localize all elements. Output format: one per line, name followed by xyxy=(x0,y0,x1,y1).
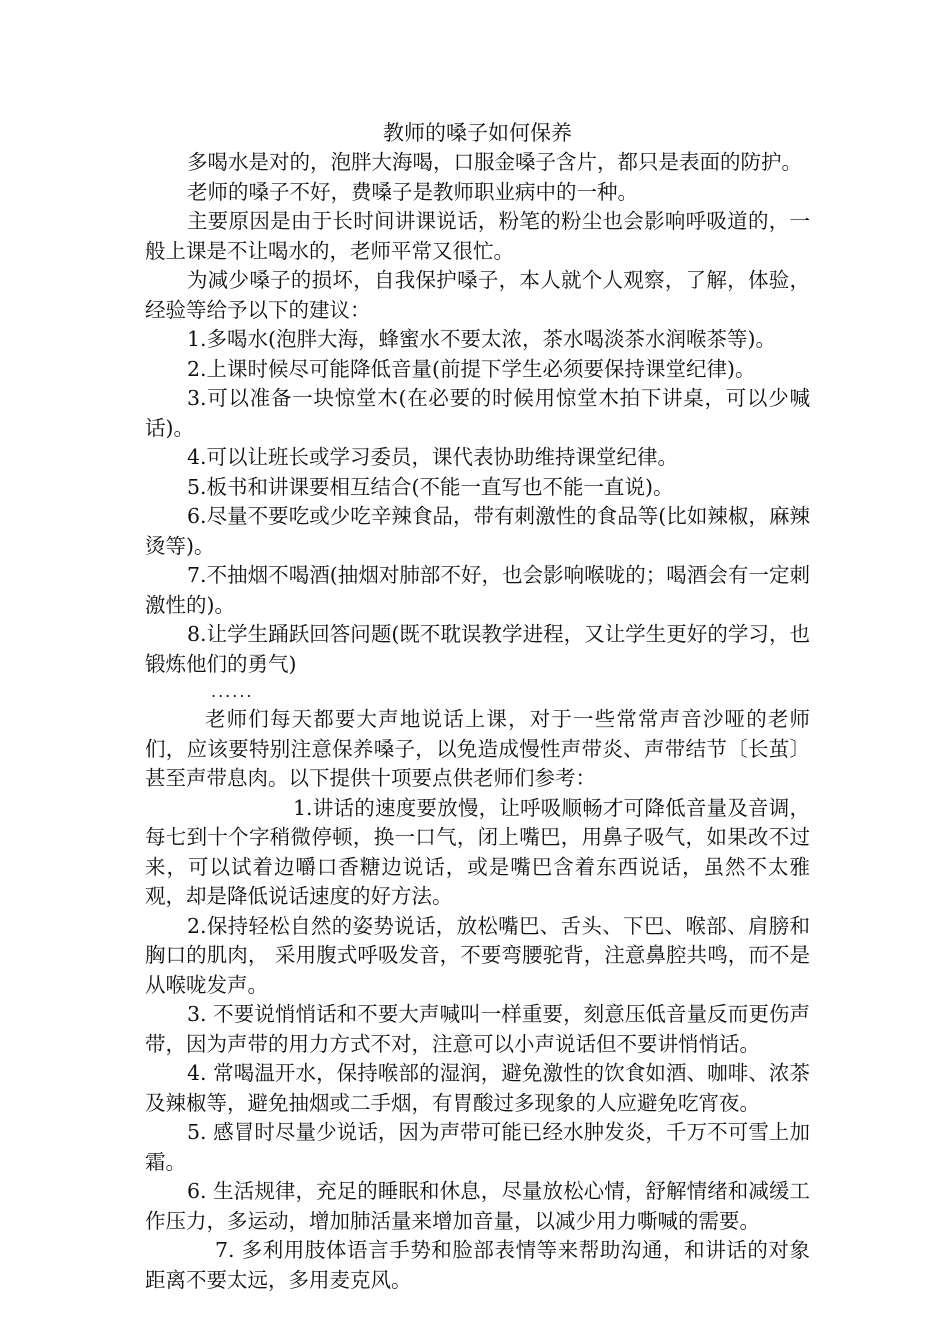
section2-intro: 老师们每天都要大声地说话上课，对于一些常常声音沙哑的老师们，应该要特别注意保养嗓子，以免造成慢性声带炎、声带结节〔长茧〕甚至声带息肉。以下提供十项要点供老师们参考： xyxy=(145,707,810,790)
tip-item: 3. 不要说悄悄话和不要大声喊叫一样重要，刻意压低音量反而更伤声带，因为声带的用力方式不对，注意可以小声说话但不要讲悄悄话。 xyxy=(145,1002,810,1056)
suggestion-item: 6.尽量不要吃或少吃辛辣食品，带有刺激性的食品等(比如辣椒，麻辣烫等)。 xyxy=(145,504,810,558)
suggestion-item: 4.可以让班长或学习委员，课代表协助维持课堂纪律。 xyxy=(187,445,679,469)
tip-item: 5. 感冒时尽量少说话，因为声带可能已经水肿发炎，千万不可雪上加霜。 xyxy=(145,1120,810,1174)
intro-paragraph: 多喝水是对的，泡胖大海喝，口服金嗓子含片，都只是表面的防护。 xyxy=(187,150,802,174)
intro-paragraph: 为减少嗓子的损坏，自我保护嗓子，本人就个人观察，了解，体验，经验等给予以下的建议： xyxy=(145,268,810,322)
suggestion-item: 3.可以准备一块惊堂木(在必要的时候用惊堂木拍下讲桌，可以少喊话)。 xyxy=(145,386,810,440)
tip-item: 1.讲话的速度要放慢，让呼吸顺畅才可降低音量及音调，每七到十个字稍微停顿，换一口气，闭上嘴巴，用鼻子吸气，如果改不过来，可以试着边嚼口香糖边说话，或是嘴巴含着东西说话，虽然不太雅观，却是降低说话速度的好方法。 xyxy=(145,795,810,908)
suggestion-item: 1.多喝水(泡胖大海，蜂蜜水不要太浓，茶水喝淡茶水润喉茶等)。 xyxy=(187,327,777,351)
tip-item: 2.保持轻松自然的姿势说话，放松嘴巴、舌头、下巴、喉部、肩膀和胸口的肌肉， 采用腹式呼吸发音，不要弯腰驼背，注意鼻腔共鸣，而不是从喉咙发声。 xyxy=(145,913,810,997)
intro-paragraph: 老师的嗓子不好，费嗓子是教师职业病中的一种。 xyxy=(187,179,638,204)
suggestion-item: 2.上课时候尽可能降低音量(前提下学生必须要保持课堂纪律)。 xyxy=(187,356,756,381)
intro-paragraph: 主要原因是由于长时间讲课说话，粉笔的粉尘也会影响呼吸道的，一般上课是不让喝水的，老师平常又很忙。 xyxy=(145,209,810,263)
ellipsis: ...... xyxy=(211,682,254,701)
tip-item: 6. 生活规律，充足的睡眠和休息，尽量放松心情，舒解情绪和减缓工作压力，多运动，增加肺活量来增加音量，以减少用力嘶喊的需要。 xyxy=(145,1179,810,1233)
tip-item: 7. 多利用肢体语言手势和脸部表情等来帮助沟通，和讲话的对象距离不要太远，多用麦克风。 xyxy=(145,1238,810,1292)
suggestion-item: 5.板书和讲课要相互结合(不能一直写也不能一直说)。 xyxy=(187,474,674,499)
document-page xyxy=(145,118,810,1295)
tip-item: 4. 常喝温开水，保持喉部的湿润，避免激性的饮食如酒、咖啡、浓茶及辣椒等，避免抽烟或二手烟，有胃酸过多现象的人应避免吃宵夜。 xyxy=(145,1061,810,1115)
suggestion-item: 8.让学生踊跃回答问题(既不耽误教学进程，又让学生更好的学习，也锻炼他们的勇气) xyxy=(145,622,810,676)
document-title: 教师的嗓子如何保养 xyxy=(383,121,572,145)
suggestion-item: 7.不抽烟不喝酒(抽烟对肺部不好，也会影响喉咙的；喝酒会有一定刺激性的)。 xyxy=(145,563,810,617)
